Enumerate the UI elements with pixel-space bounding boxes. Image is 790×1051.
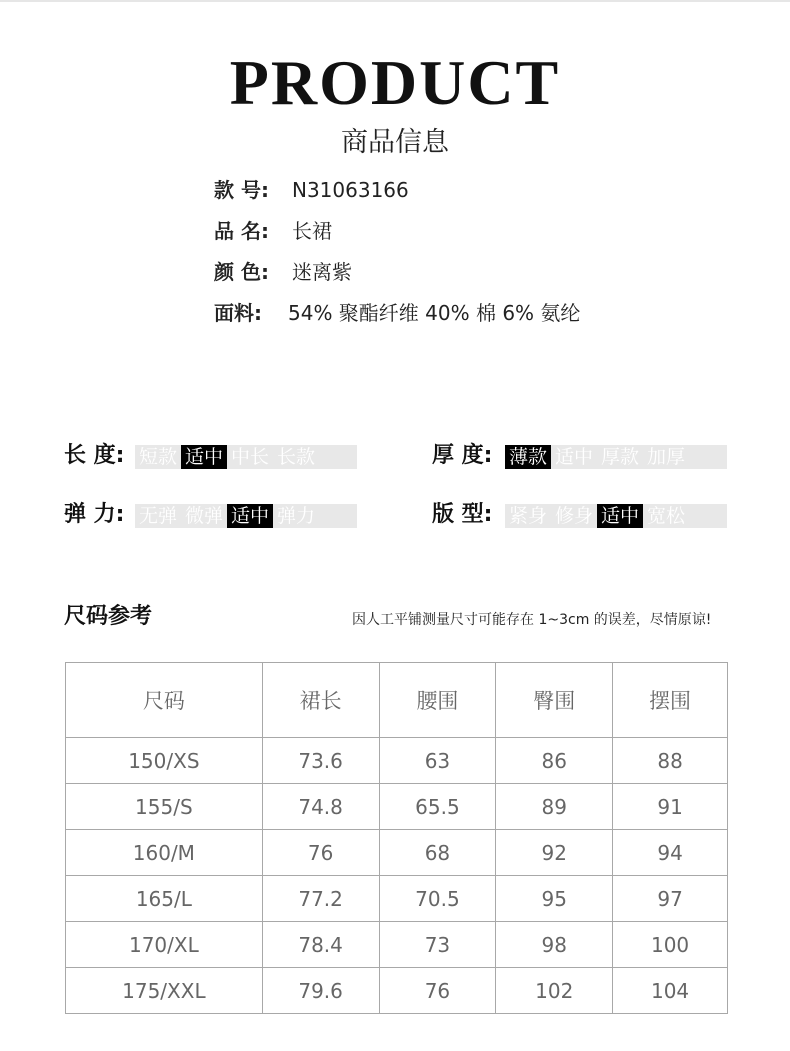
table-cell: 88 [613, 738, 728, 784]
info-value: 54% 聚酯纤维 40% 棉 6% 氨纶 [288, 301, 581, 325]
table-row [66, 922, 728, 968]
table-cell: 160/M [66, 830, 263, 876]
table-cell: 65.5 [379, 784, 496, 830]
table-cell: 79.6 [262, 968, 379, 1014]
table-row [66, 830, 728, 876]
table-cell: 165/L [66, 876, 263, 922]
table-cell: 92 [496, 830, 613, 876]
table-header-cell: 裙长 [262, 663, 379, 738]
attribute-label: 长 度: [64, 443, 125, 468]
table-cell: 63 [379, 738, 496, 784]
attribute-option: 短款 [139, 446, 178, 468]
info-row-color [214, 258, 694, 286]
table-cell: 73.6 [262, 738, 379, 784]
table-cell: 73 [379, 922, 496, 968]
table-header-cell: 尺码 [66, 663, 263, 738]
attribute-scale [135, 445, 357, 469]
top-divider [0, 0, 790, 2]
table-cell: 104 [613, 968, 728, 1014]
table-cell: 74.8 [262, 784, 379, 830]
attribute-length [64, 442, 364, 470]
info-label: 面料: [214, 301, 262, 325]
table-cell: 150/XS [66, 738, 263, 784]
attribute-option: 紧身 [509, 505, 548, 527]
info-row-product-name [214, 217, 694, 245]
table-cell: 94 [613, 830, 728, 876]
attribute-scale [505, 504, 727, 528]
attribute-option: 薄款 [505, 445, 551, 469]
size-section-note: 因人工平铺测量尺寸可能存在 1~3cm 的误差，尽情原谅! [352, 612, 712, 628]
attribute-option: 中长 [231, 446, 270, 468]
info-value: 迷离紫 [292, 260, 352, 284]
page-title: PRODUCT [229, 47, 561, 118]
attribute-option: 适中 [181, 445, 227, 469]
table-cell: 170/XL [66, 922, 263, 968]
table-header-cell: 摆围 [613, 663, 728, 738]
attribute-option: 长款 [277, 446, 316, 468]
table-cell: 100 [613, 922, 728, 968]
info-value: 长裙 [292, 219, 332, 243]
attribute-option: 厚款 [601, 446, 640, 468]
attribute-scale [505, 445, 727, 469]
attribute-elasticity [64, 501, 364, 529]
attribute-option: 修身 [555, 505, 594, 527]
table-cell: 95 [496, 876, 613, 922]
info-row-fabric [214, 299, 694, 327]
info-label: 颜 色: [214, 260, 269, 284]
info-value: N31063166 [292, 178, 409, 202]
attribute-option: 适中 [227, 504, 273, 528]
table-cell: 89 [496, 784, 613, 830]
attribute-option: 无弹 [139, 505, 178, 527]
attribute-scale [135, 504, 357, 528]
info-label: 款 号: [214, 178, 269, 202]
table-header-cell: 腰围 [379, 663, 496, 738]
table-row [66, 876, 728, 922]
table-cell: 97 [613, 876, 728, 922]
attribute-thickness [432, 442, 732, 470]
table-row [66, 784, 728, 830]
table-cell: 68 [379, 830, 496, 876]
table-row [66, 738, 728, 784]
attribute-option: 适中 [597, 504, 643, 528]
attribute-label: 版 型: [432, 502, 493, 527]
table-cell: 76 [262, 830, 379, 876]
table-cell: 70.5 [379, 876, 496, 922]
size-section-title: 尺码参考 [64, 604, 153, 629]
attribute-fit [432, 501, 732, 529]
table-cell: 175/XXL [66, 968, 263, 1014]
attribute-option: 适中 [555, 446, 594, 468]
table-cell: 98 [496, 922, 613, 968]
table-header-row [66, 663, 728, 738]
table-header-cell: 臀围 [496, 663, 613, 738]
page-subtitle: 商品信息 [341, 127, 449, 158]
table-cell: 86 [496, 738, 613, 784]
info-label: 品 名: [214, 219, 269, 243]
attribute-label: 弹 力: [64, 502, 125, 527]
size-table [65, 662, 728, 1014]
attribute-option: 微弹 [185, 505, 224, 527]
table-cell: 77.2 [262, 876, 379, 922]
attribute-option: 弹力 [277, 505, 316, 527]
table-cell: 78.4 [262, 922, 379, 968]
table-cell: 155/S [66, 784, 263, 830]
table-cell: 102 [496, 968, 613, 1014]
table-row [66, 968, 728, 1014]
attribute-option: 加厚 [647, 446, 686, 468]
attribute-label: 厚 度: [432, 443, 493, 468]
attribute-option: 宽松 [647, 505, 686, 527]
info-row-style-number [214, 176, 694, 204]
table-cell: 76 [379, 968, 496, 1014]
table-cell: 91 [613, 784, 728, 830]
